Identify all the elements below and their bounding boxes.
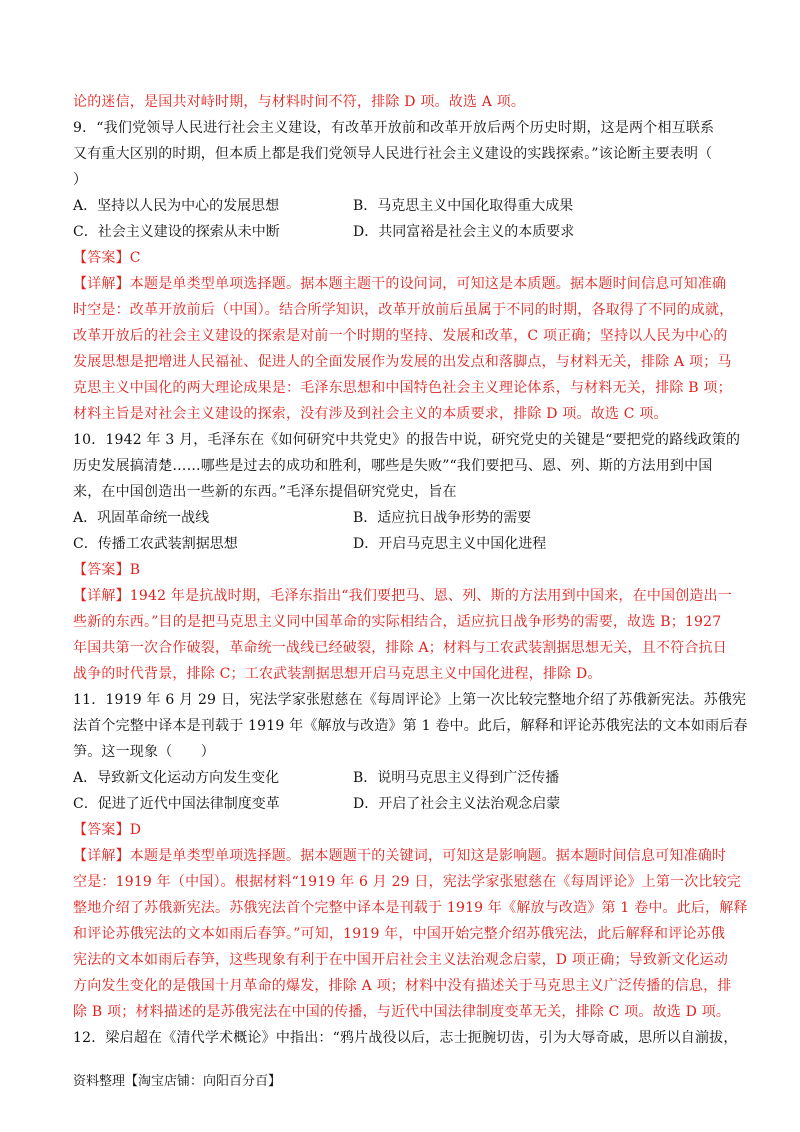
q11-stem-line-2: 法首个完整中译本是刊载于 1919 年《解放与改造》第 1 卷中。此后，解释和评论苏俄宪法的文本如雨后春	[73, 718, 748, 734]
q11-answer: 【答案】D	[73, 822, 142, 838]
q10-explain-line-4: 战争的时代背景，排除 C；工农武装割据思想开启马克思主义中国化进程，排除 D。	[73, 666, 602, 682]
q10-answer: 【答案】B	[73, 562, 141, 578]
q11-stem-line-1: 11．1919 年 6 月 29 日，宪法学家张慰慈在《每周评论》上第一次比较完整地介绍了苏俄新宪法。苏俄宪	[73, 692, 747, 708]
q11-explain-line-6: 方向发生变化的是俄国十月革命的爆发，排除 A 项；材料中没有描述关于马克思主义广泛传播的信息，排	[73, 978, 732, 994]
q10-option-c: C．传播工农武装割据思想	[73, 536, 238, 552]
q10-stem-line-1: 10．1942 年 3 月，毛泽东在《如何研究中共党史》的报告中说，研究党史的关键是“要把党的路线政策的	[73, 432, 741, 448]
q11-stem-line-3: 笋。这一现象（ ）	[73, 744, 215, 760]
q10-option-b: B．适应抗日战争形势的需要	[353, 510, 532, 526]
q10-stem-line-3: 来，在中国创造出一些新的东西。”毛泽东提倡研究党史，旨在	[73, 484, 457, 500]
q11-explain-line-4: 和评论苏俄宪法的文本如雨后春笋。”可知，1919 年，中国开始完整介绍苏俄宪法，此后解释和评论苏俄	[73, 926, 726, 942]
q11-explain-line-3: 整地介绍了苏俄新宪法。苏俄宪法首个完整中译本是刊载于 1919 年《解放与改造》第 1 卷中。此后，解释	[73, 900, 748, 916]
q11-explain-line-7: 除 B 项；材料描述的是苏俄宪法在中国的传播，与近代中国法律制度变革无关，排除 C 项。故选 D 项。	[73, 1004, 731, 1020]
q10-explain-line-2: 些新的东西。”目的是把马克思主义同中国革命的实际相结合，适应抗日战争形势的需要，故选 B；1927	[73, 614, 722, 630]
q9-stem-line-2: 又有重大区别的时期，但本质上都是我们党领导人民进行社会主义建设的实践探索。”该论断主要表明（	[73, 146, 713, 162]
q9-explain-line-6: 材料主旨是对社会主义建设的探索，没有涉及到社会主义的本质要求，排除 D 项。故选 C 项。	[73, 406, 668, 422]
q9-answer: 【答案】C	[73, 250, 141, 266]
q12-stem-line-1: 12．梁启超在《清代学术概论》中指出：“鸦片战役以后，志士扼腕切齿，引为大辱奇戚，思所以自湔拔，	[73, 1030, 738, 1046]
q9-explain-line-5: 克思主义中国化的两大理论成果是：毛泽东思想和中国特色社会主义理论体系，与材料无关，排除 B 项；	[73, 380, 732, 396]
q11-option-d: D．开启了社会主义法治观念启蒙	[353, 796, 561, 812]
q9-explain-line-2: 时空是：改革开放前后（中国）。结合所学知识，改革开放前后虽属于不同的时期，各取得了不同的成就，	[73, 302, 734, 318]
q11-explain-line-2: 空是：1919 年（中国）。根据材料“1919 年 6 月 29 日，宪法学家张慰慈在《每周评论》上第一次比较完	[73, 874, 742, 890]
q10-stem-line-2: 历史发展搞清楚……哪些是过去的成功和胜利，哪些是失败”“我们要把马、恩、列、斯的方法用到中国	[73, 458, 713, 474]
q10-option-d: D．开启马克思主义中国化进程	[353, 536, 547, 552]
q9-explain-line-4: 发展思想是把增进人民福祉、促进人的全面发展作为发展的出发点和落脚点，与材料无关，排除 A 项；马	[73, 354, 732, 370]
q9-option-c: C．社会主义建设的探索从未中断	[73, 224, 280, 240]
q9-stem-line-3: ）	[73, 172, 88, 188]
q9-explain-line-1: 【详解】本题是单类型单项选择题。据本题主题干的设问词，可知这是本质题。据本题时间信息可知准确	[73, 276, 727, 292]
q11-option-b: B．说明马克思主义得到广泛传播	[353, 770, 560, 786]
q10-explain-line-1: 【详解】1942 年是抗战时期，毛泽东指出“我们要把马、恩、列、斯的方法用到中国来，在中国创造出一	[73, 588, 733, 604]
q11-option-c: C．促进了近代中国法律制度变革	[73, 796, 280, 812]
explanation-continuation: 论的迷信，是国共对峙时期，与材料时间不符，排除 D 项。故选 A 项。	[73, 94, 526, 110]
q9-stem-line-1: 9．“我们党领导人民进行社会主义建设，有改革开放前和改革开放后两个历史时期，这是两个相互联系	[73, 120, 715, 136]
q9-explain-line-3: 改革开放后的社会主义建设的探索是对前一个时期的坚持、发展和改革，C 项正确；坚持以人民为中心的	[73, 328, 728, 344]
q9-option-a: A．坚持以人民为中心的发展思想	[73, 198, 280, 214]
q11-explain-line-5: 宪法的文本如雨后春笋，这些现象有利于在中国开启社会主义法治观念启蒙，D 项正确；导致新文化运动	[73, 952, 729, 968]
page-footer: 资料整理【淘宝店铺：向阳百分百】	[73, 1074, 282, 1089]
q10-option-a: A．巩固革命统一战线	[73, 510, 210, 526]
q11-explain-line-1: 【详解】本题是单类型单项选择题。据本题题干的关键词，可知这是影响题。据本题时间信息可知准确时	[73, 848, 727, 864]
q9-option-d: D．共同富裕是社会主义的本质要求	[353, 224, 575, 240]
q10-explain-line-3: 年国共第一次合作破裂，革命统一战线已经破裂，排除 A；材料与工农武装割据思想无关，且不符合抗日	[73, 640, 727, 656]
q11-option-a: A．导致新文化运动方向发生变化	[73, 770, 280, 786]
q9-option-b: B．马克思主义中国化取得重大成果	[353, 198, 574, 214]
